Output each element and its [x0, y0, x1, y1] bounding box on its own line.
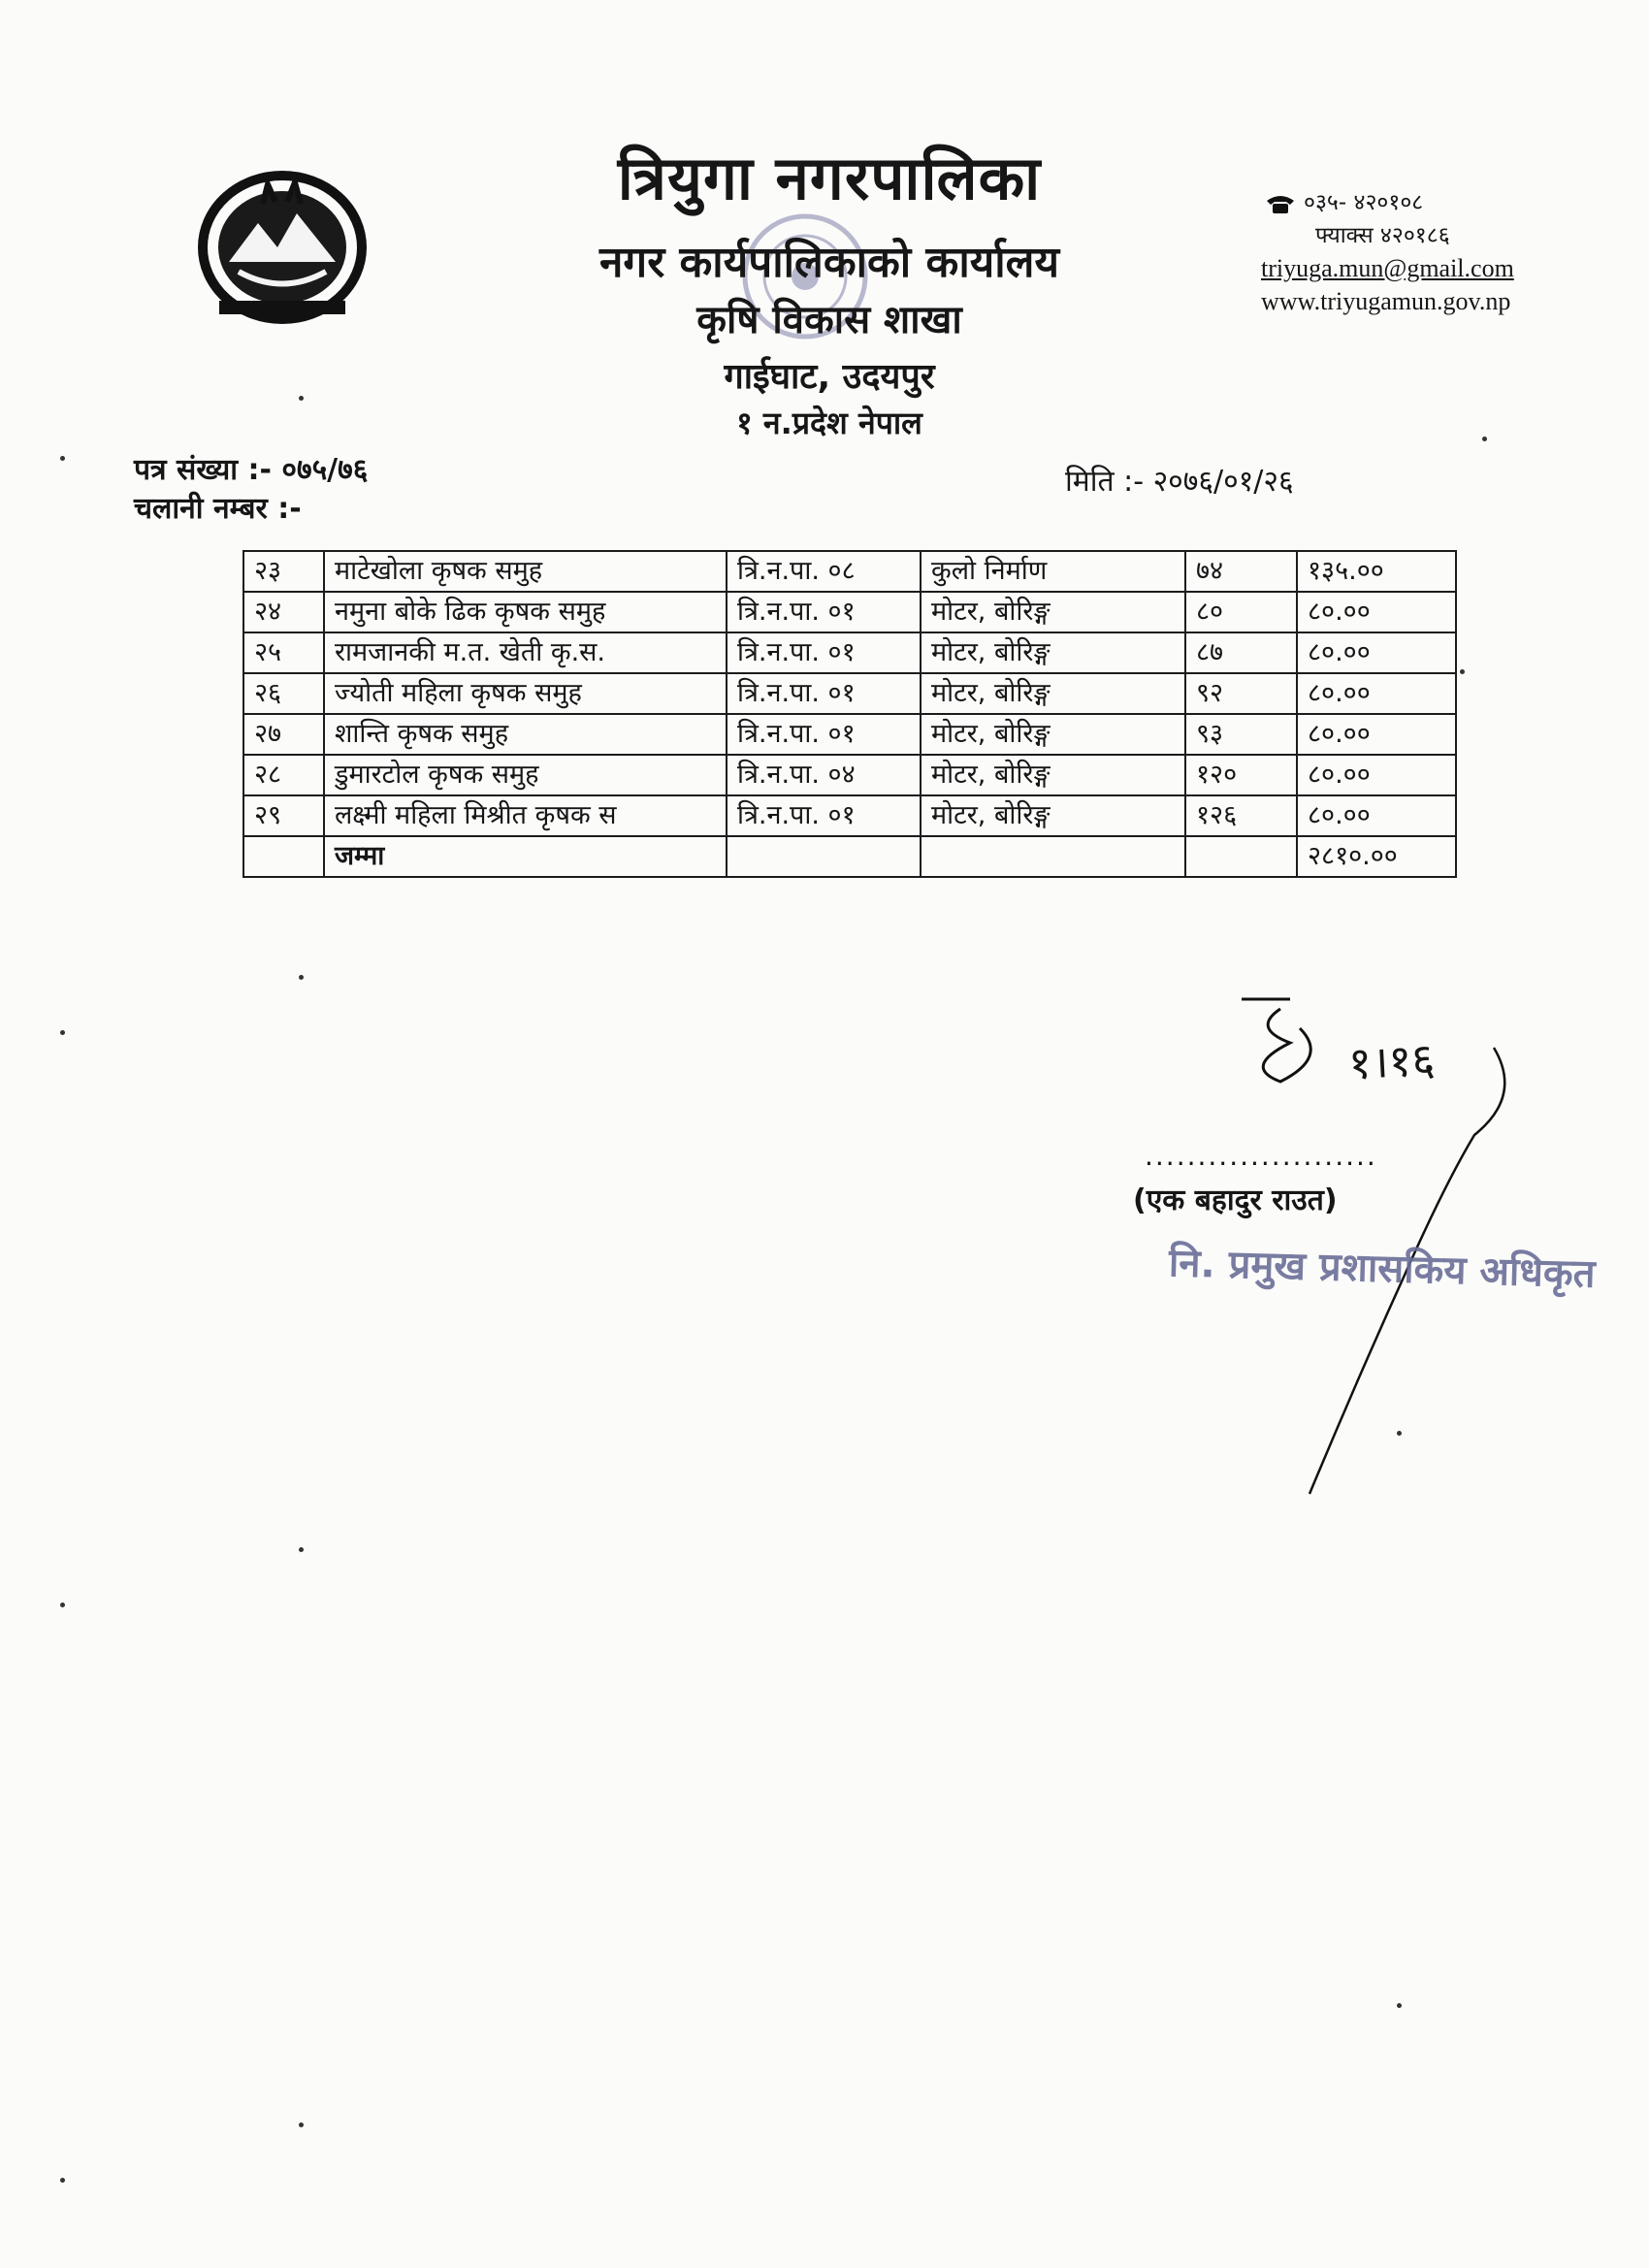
- scan-speck: [299, 396, 304, 401]
- scan-speck: [299, 975, 304, 980]
- cell-sn: २८: [243, 755, 324, 795]
- total-row: [243, 836, 1456, 877]
- empty-cell: [727, 836, 921, 877]
- signer-name: (एक बहादुर राउत): [1133, 1183, 1338, 1217]
- cell-address: त्रि.न.पा. ०८: [727, 551, 921, 592]
- cell-address: त्रि.न.पा. ०१: [727, 673, 921, 714]
- cell-id: १२०: [1185, 755, 1297, 795]
- scan-speck: [1397, 1431, 1402, 1436]
- cell-address: त्रि.न.पा. ०१: [727, 714, 921, 755]
- scan-speck: [60, 1603, 65, 1607]
- cell-id: ७४: [1185, 551, 1297, 592]
- signature-line: ......................: [1145, 1140, 1377, 1172]
- total-label: जम्मा: [324, 836, 727, 877]
- cell-purpose: मोटर, बोरिङ्ग: [921, 714, 1185, 755]
- scan-speck: [60, 456, 65, 461]
- cell-sn: २७: [243, 714, 324, 755]
- cell-purpose: मोटर, बोरिङ्ग: [921, 592, 1185, 632]
- table-row: [243, 714, 1456, 755]
- officer-title-stamp: नि. प्रमुख प्रशासकिय अधिकृत: [1168, 1241, 1597, 1297]
- cell-address: त्रि.न.पा. ०१: [727, 632, 921, 673]
- table-row: [243, 673, 1456, 714]
- phone-number: ०३५- ४२०१०८: [1304, 190, 1424, 215]
- scan-speck: [1460, 669, 1465, 674]
- letter-number: पत्र संख्या :- ०७५/७६: [134, 453, 369, 487]
- table-row: [243, 755, 1456, 795]
- scan-speck: [299, 1547, 304, 1552]
- cell-amount: ८०.००: [1297, 632, 1456, 673]
- grant-table: [242, 550, 1457, 878]
- table-row: [243, 551, 1456, 592]
- telephone-icon: [1265, 193, 1296, 214]
- cell-sn: २३: [243, 551, 324, 592]
- cell-amount: ८०.००: [1297, 714, 1456, 755]
- cell-sn: २५: [243, 632, 324, 673]
- cell-sn: २९: [243, 795, 324, 836]
- table-row: [243, 795, 1456, 836]
- nepal-emblem-icon: [190, 165, 374, 330]
- dispatch-number: चलानी नम्बर :-: [134, 492, 302, 526]
- cell-name: माटेखोला कृषक समुह: [324, 551, 727, 592]
- cell-id: ८७: [1185, 632, 1297, 673]
- cell-purpose: मोटर, बोरिङ्ग: [921, 632, 1185, 673]
- address-line1: गाईघाट, उदयपुर: [724, 357, 935, 397]
- branch-name: कृषि विकास शाखा: [696, 298, 962, 342]
- cell-purpose: मोटर, बोरिङ्ग: [921, 755, 1185, 795]
- empty-cell: [1185, 836, 1297, 877]
- cell-id: ९२: [1185, 673, 1297, 714]
- cell-amount: ८०.००: [1297, 673, 1456, 714]
- cell-name: लक्ष्मी महिला मिश्रीत कृषक स: [324, 795, 727, 836]
- cell-id: ९३: [1185, 714, 1297, 755]
- website-link[interactable]: www.triyugamun.gov.np: [1261, 287, 1511, 315]
- fax-number: फ्याक्स ४२०१८६: [1315, 223, 1450, 248]
- cell-purpose: मोटर, बोरिङ्ग: [921, 795, 1185, 836]
- cell-amount: ८०.००: [1297, 795, 1456, 836]
- address-line2: १ न.प्रदेश नेपाल: [736, 405, 922, 441]
- office-name: नगर कार्यपालिकाको कार्यालय: [599, 238, 1059, 287]
- cell-name: रामजानकी म.त. खेती कृ.स.: [324, 632, 727, 673]
- cell-address: त्रि.न.पा. ०१: [727, 592, 921, 632]
- contact-block: [1261, 186, 1571, 318]
- phone-row: [1261, 186, 1571, 219]
- cell-id: ८०: [1185, 592, 1297, 632]
- scan-speck: [1397, 2003, 1402, 2008]
- cell-name: ज्योती महिला कृषक समुह: [324, 673, 727, 714]
- table-row: [243, 592, 1456, 632]
- letter-date: मिति :- २०७६/०१/२६: [1065, 465, 1294, 499]
- scan-speck: [1482, 437, 1487, 441]
- cell-amount: ८०.००: [1297, 755, 1456, 795]
- cell-name: नमुना बोके ढिक कृषक समुह: [324, 592, 727, 632]
- cell-sn: २६: [243, 673, 324, 714]
- empty-cell: [243, 836, 324, 877]
- email-link[interactable]: triyuga.mun@gmail.com: [1261, 254, 1514, 282]
- cell-purpose: कुलो निर्माण: [921, 551, 1185, 592]
- empty-cell: [921, 836, 1185, 877]
- total-amount: २८१०.००: [1297, 836, 1456, 877]
- cell-amount: ८०.००: [1297, 592, 1456, 632]
- cell-sn: २४: [243, 592, 324, 632]
- cell-name: शान्ति कृषक समुह: [324, 714, 727, 755]
- cell-amount: १३५.००: [1297, 551, 1456, 592]
- scan-speck: [60, 2178, 65, 2183]
- scan-speck: [299, 2122, 304, 2127]
- cell-purpose: मोटर, बोरिङ्ग: [921, 673, 1185, 714]
- cell-address: त्रि.न.पा. ०१: [727, 795, 921, 836]
- scan-speck: [60, 1030, 65, 1035]
- cell-address: त्रि.न.पा. ०४: [727, 755, 921, 795]
- table-body: [243, 551, 1456, 877]
- handwritten-date: १।१६: [1346, 1032, 1437, 1090]
- cell-name: डुमारटोल कृषक समुह: [324, 755, 727, 795]
- org-name: त्रियुगा नगरपालिका: [617, 143, 1042, 213]
- table-row: [243, 632, 1456, 673]
- cell-id: १२६: [1185, 795, 1297, 836]
